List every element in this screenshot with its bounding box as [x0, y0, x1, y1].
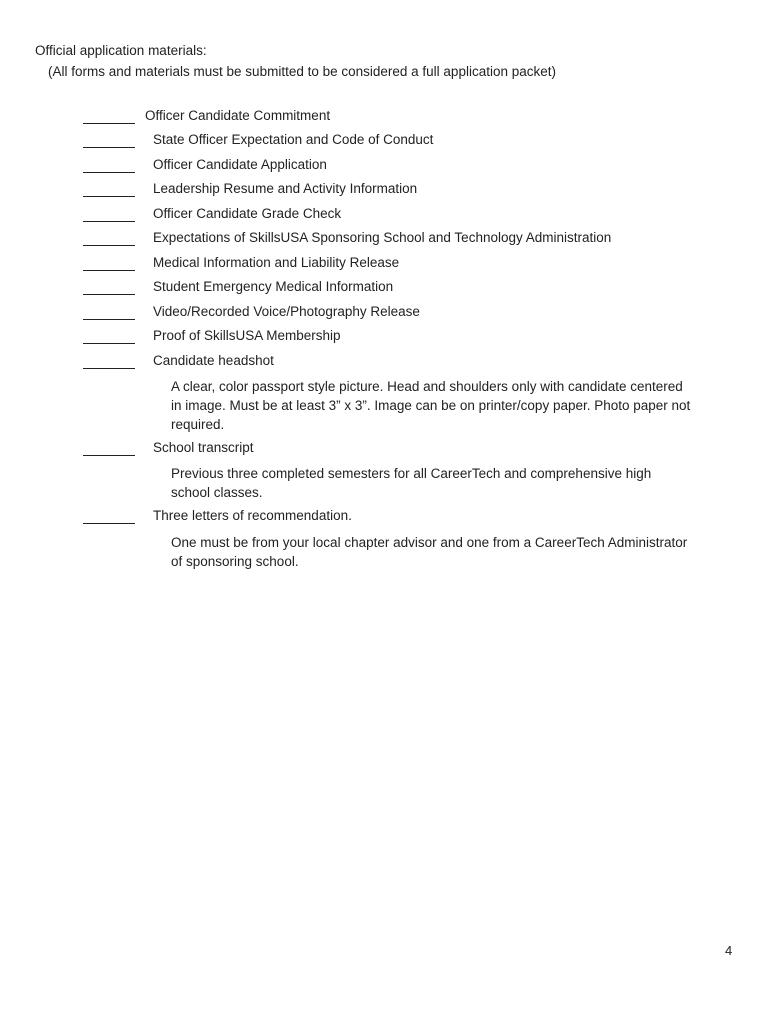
checklist-item	[0, 353, 770, 373]
checklist-item	[0, 108, 770, 128]
check-blank-line[interactable]	[83, 294, 135, 295]
check-blank-line[interactable]	[83, 172, 135, 173]
check-blank-line[interactable]	[83, 270, 135, 271]
checklist-item	[0, 132, 770, 152]
check-blank-line[interactable]	[83, 368, 135, 369]
checklist-item-note: A clear, color passport style picture. Head and shoulders only with candidate centered in image. Must be at least 3” x 3”. Image can be on printer/copy paper. Photo paper not required.	[171, 379, 691, 432]
check-blank-line[interactable]	[83, 123, 135, 124]
checklist-item-label: Student Emergency Medical Information	[153, 279, 394, 294]
checklist-item	[0, 157, 770, 177]
checklist-item-label: Three letters of recommendation.	[153, 508, 352, 523]
checklist-item-label: Candidate headshot	[153, 353, 274, 368]
page-number: 4	[725, 943, 733, 958]
checklist-item	[0, 181, 770, 201]
check-blank-line[interactable]	[83, 221, 135, 222]
checklist-item	[0, 508, 770, 528]
checklist-item-label: Expectations of SkillsUSA Sponsoring School and Technology Administration	[153, 230, 612, 245]
checklist-item	[0, 304, 770, 324]
section-subheading: (All forms and materials must be submitted to be considered a full application packet)	[48, 64, 556, 79]
checklist-item-label: Officer Candidate Grade Check	[153, 206, 342, 221]
checklist-item	[0, 206, 770, 226]
check-blank-line[interactable]	[83, 523, 135, 524]
check-blank-line[interactable]	[83, 245, 135, 246]
checklist-item-label: State Officer Expectation and Code of Conduct	[153, 132, 434, 147]
section-heading: Official application materials:	[35, 43, 207, 58]
checklist-item-label: Medical Information and Liability Release	[153, 255, 400, 270]
checklist-item-label: Officer Candidate Commitment	[145, 108, 331, 123]
checklist-item-label: Video/Recorded Voice/Photography Release	[153, 304, 420, 319]
checklist-item	[0, 230, 770, 250]
checklist-item-note: Previous three completed semesters for all CareerTech and comprehensive high school classes.	[171, 466, 652, 500]
checklist-item	[0, 328, 770, 348]
checklist-item-note: One must be from your local chapter advisor and one from a CareerTech Administrator of sponsoring school.	[171, 535, 688, 569]
check-blank-line[interactable]	[83, 319, 135, 320]
checklist-item	[0, 440, 770, 460]
checklist-item	[0, 279, 770, 299]
checklist-item-label: Officer Candidate Application	[153, 157, 327, 172]
checklist-item	[0, 255, 770, 275]
check-blank-line[interactable]	[83, 343, 135, 344]
check-blank-line[interactable]	[83, 147, 135, 148]
checklist-item-label: Proof of SkillsUSA Membership	[153, 328, 341, 343]
check-blank-line[interactable]	[83, 455, 135, 456]
checklist-item-label: School transcript	[153, 440, 254, 455]
checklist-item-label: Leadership Resume and Activity Information	[153, 181, 418, 196]
check-blank-line[interactable]	[83, 196, 135, 197]
